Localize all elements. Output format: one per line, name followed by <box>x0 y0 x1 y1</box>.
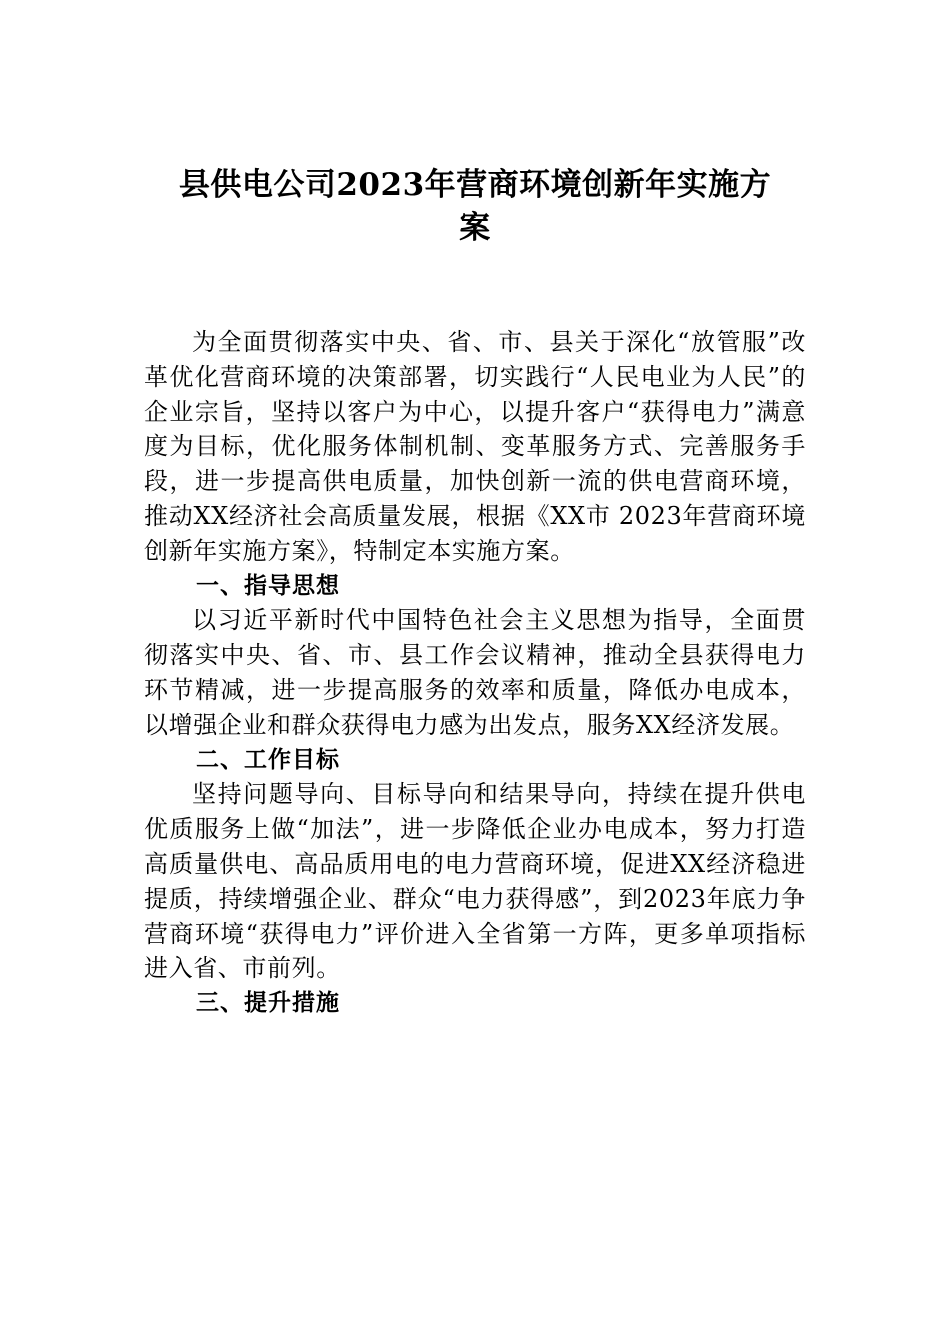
document-title-line-2: 案 <box>459 210 491 246</box>
section-heading-improvement-measures: 三、提升措施 <box>196 990 340 1017</box>
document-title-line-1: 县供电公司2023年营商环境创新年实施方 <box>178 167 772 203</box>
section-heading-work-goals: 二、工作目标 <box>196 746 340 773</box>
section-paragraph-guiding-ideology: 以习近平新时代中国特色社会主义思想为指导，全面贯彻落实中央、省、市、县工作会议精神，推动全县获得电力环节精减，进一步提高服务的效率和质量，降低办电成本，以增强企业和群众获得电力感为出发点，服务XX经济发展。 <box>144 606 806 739</box>
document-body <box>144 325 806 1021</box>
section-paragraph-work-goals: 坚持问题导向、目标导向和结果导向，持续在提升供电优质服务上做“加法”，进一步降低企业办电成本，努力打造高质量供电、高品质用电的电力营商环境，促进XX经济稳进提质，持续增强企业、群众“电力获得感”，到2023年底力争营商环境“获得电力”评价进入全省第一方阵，更多单项指标进入省、市前列。 <box>144 780 806 983</box>
intro-paragraph: 为全面贯彻落实中央、省、市、县关于深化“放管服”改革优化营商环境的决策部署，切实践行“人民电业为人民”的企业宗旨，坚持以客户为中心，以提升客户“获得电力”满意度为目标，优化服务体制机制、变革服务方式、完善服务手段，进一步提高供电质量，加快创新一流的供电营商环境，推动XX经济社会高质量发展，根据《XX市 2023年营商环境创新年实施方案》，特制定本实施方案。 <box>144 328 806 565</box>
section-heading-guiding-ideology: 一、指导思想 <box>196 572 340 599</box>
